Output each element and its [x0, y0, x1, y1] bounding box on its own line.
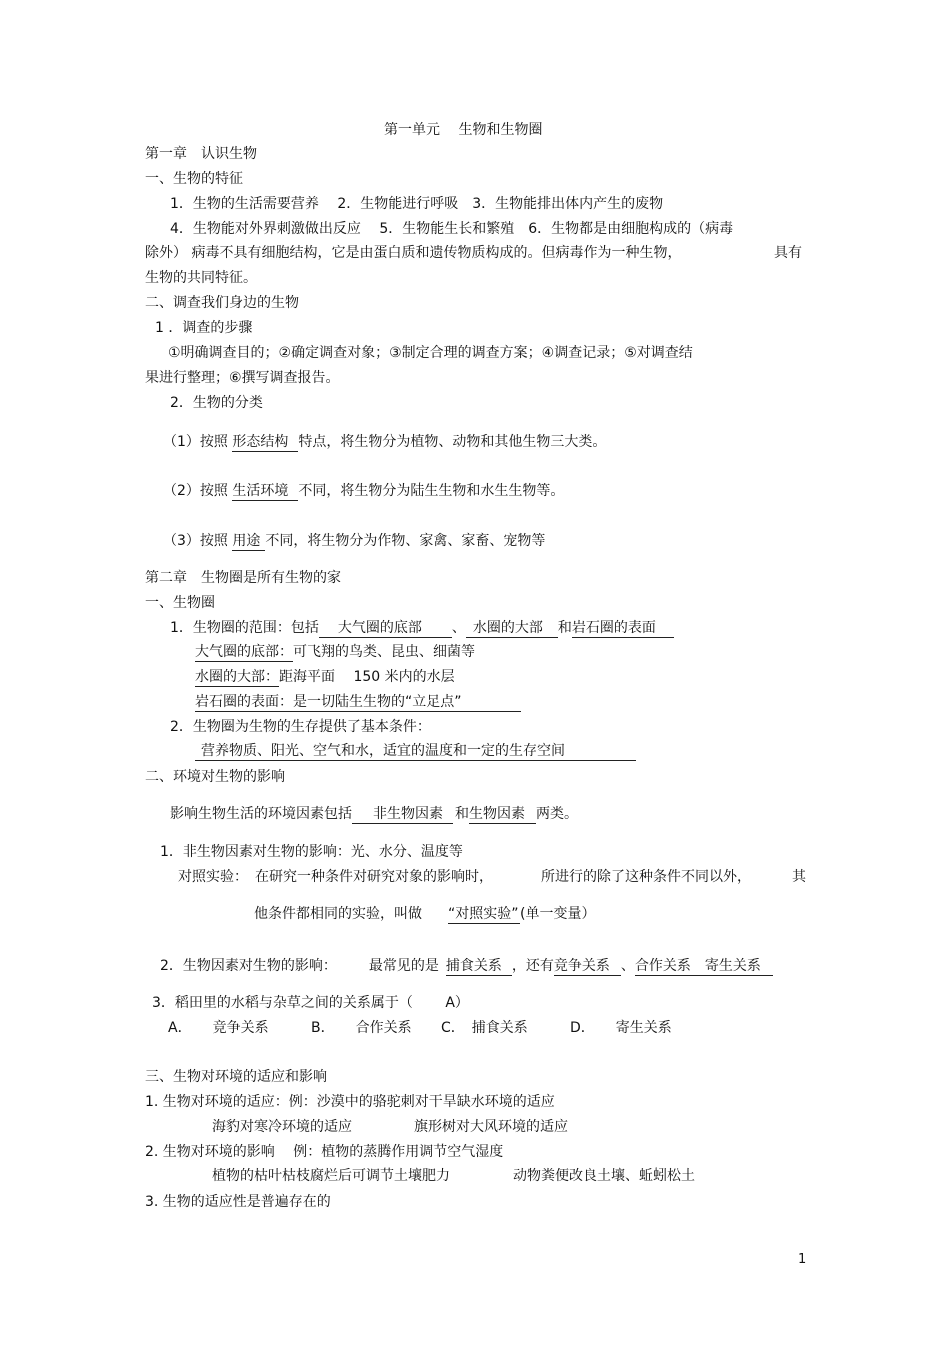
text-segment: 距海平面 150 米内的水层	[279, 669, 455, 685]
biosphere-detail-line	[195, 693, 521, 712]
text-line: 植物的枯叶枯枝腐烂后可调节土壤肥力	[212, 1168, 450, 1184]
fill-blank-answer: 岩石圈的表面	[572, 620, 674, 638]
text-line: 4．生物能对外界刺激做出反应 5．生物能生长和繁殖 6．生物都是由细胞构成的（病毒	[170, 221, 734, 237]
text-segment: 他条件都相同的实验，叫做	[254, 906, 422, 922]
text-segment: 不同，将生物分为陆生生物和水生生物等。	[298, 483, 565, 499]
text-segment: 和	[455, 806, 469, 822]
text-line: 生物的共同特征。	[145, 270, 257, 286]
text-line: ①明确调查目的；②确定调查对象；③制定合理的调查方案；④调查记录；⑤对调查结	[168, 345, 693, 361]
underlined-term: 大气圈的底部：	[195, 644, 293, 660]
biotic-factors-line	[160, 957, 773, 976]
fill-blank-answer: 竞争关系	[554, 958, 621, 976]
classification-line-2	[163, 482, 564, 501]
chapter-1-heading: 第一章 认识生物	[145, 146, 257, 162]
text-segment: （2）按照	[163, 483, 233, 499]
text-segment: 两类。	[536, 806, 578, 822]
classification-line-1	[163, 433, 606, 452]
question-line: 3．稻田里的水稻与杂草之间的关系属于（ A）	[152, 995, 469, 1011]
text-line: 1．非生物因素对生物的影响：光、水分、温度等	[160, 844, 463, 860]
option-d: D． 寄生关系	[570, 1020, 672, 1036]
fill-blank-answer: 生物因素	[469, 806, 536, 824]
text-segment: 影响生物生活的环境因素包括	[170, 806, 352, 822]
text-segment: （3）按照	[163, 533, 233, 549]
text-line: 海豹对寒冷环境的适应	[212, 1119, 352, 1135]
page-number: 1	[798, 1252, 807, 1267]
biosphere-detail-line	[195, 643, 475, 662]
text-line: 1 ．调查的步骤	[155, 320, 253, 336]
section-heading: 三、生物对环境的适应和影响	[145, 1069, 327, 1085]
fill-blank-answer: 非生物因素	[352, 806, 453, 824]
text-line: 动物粪便改良土壤、蚯蚓松土	[513, 1168, 695, 1184]
biosphere-range-line	[170, 619, 674, 638]
underlined-term: 是一切陆生生物的“立足点”	[293, 694, 521, 712]
fill-blank-answer: 合作关系 寄生关系	[635, 958, 773, 976]
fill-blank-answer: 生活环境	[232, 483, 298, 501]
factors-line	[170, 805, 578, 824]
text-line: 果进行整理；⑥撰写调查报告。	[145, 370, 340, 386]
fill-blank-answer: 形态结构	[232, 434, 298, 452]
option-a: A． 竞争关系	[168, 1020, 269, 1036]
text-segment: 最常见的是	[368, 958, 439, 974]
text-segment: 特点，将生物分为植物、动物和其他生物三大类。	[298, 434, 607, 450]
text-line: 所进行的除了这种条件不同以外，	[541, 869, 751, 885]
fill-blank-answer: “对照实验”	[448, 906, 519, 922]
section-heading: 一、生物的特征	[145, 171, 243, 187]
chapter-2-heading: 第二章 生物圈是所有生物的家	[145, 570, 341, 586]
section-heading: 二、环境对生物的影响	[145, 769, 285, 785]
underlined-term: 营养物质、阳光、空气和水，适宜的温度和一定的生存空间	[195, 743, 636, 761]
text-line: 1. 生物对环境的适应：例：沙漠中的骆驼刺对干旱缺水环境的适应	[145, 1094, 555, 1110]
classification-line-3	[163, 532, 545, 551]
document-title: 第一单元 生物和生物圈	[384, 122, 543, 138]
text-segment: 2．生物因素对生物的影响：	[160, 958, 337, 974]
fill-blank-answer: 大气圈的底部	[319, 620, 452, 638]
section-heading: 一、生物圈	[145, 595, 215, 611]
fill-blank-answer: 捕食关系	[446, 958, 512, 976]
text-segment: (单一变量）	[520, 906, 596, 922]
option-c: C． 捕食关系	[441, 1020, 528, 1036]
text-line: 旗形树对大风环境的适应	[414, 1119, 568, 1135]
text-segment: 和	[557, 620, 572, 636]
fill-blank-answer: 用途	[232, 533, 265, 551]
text-segment: ，还有	[511, 958, 554, 974]
text-line: 具有	[774, 245, 802, 261]
section-heading: 二、调查我们身边的生物	[145, 295, 299, 311]
text-line: 2．生物圈为生物的生存提供了基本条件：	[170, 719, 431, 735]
text-line: 1．生物的生活需要营养 2．生物能进行呼吸 3．生物能排出体内产生的废物	[170, 196, 664, 212]
fill-blank-answer: 水圈的大部	[466, 620, 558, 638]
text-segment: （1）按照	[163, 434, 233, 450]
biosphere-detail-line	[195, 668, 455, 687]
text-line: 2．生物的分类	[170, 395, 263, 411]
text-line: 对照实验： 在研究一种条件对研究对象的影响时，	[178, 869, 493, 885]
control-experiment-line	[254, 905, 595, 924]
text-segment: 1．生物圈的范围：包括	[170, 620, 319, 636]
text-line: 其	[792, 869, 806, 885]
text-line: 除外） 病毒不具有细胞结构，它是由蛋白质和遗传物质构成的。但病毒作为一种生物，	[145, 245, 682, 261]
option-b: B． 合作关系	[311, 1020, 412, 1036]
text-line: 3. 生物的适应性是普遍存在的	[145, 1194, 331, 1210]
text-segment: 可飞翔的鸟类、昆虫、细菌等	[293, 644, 475, 660]
text-segment: 、	[451, 620, 466, 636]
text-line: 2. 生物对环境的影响 例：植物的蒸腾作用调节空气湿度	[145, 1144, 504, 1160]
underlined-term: 岩石圈的表面：	[195, 694, 293, 710]
underlined-term: 水圈的大部：	[195, 669, 279, 685]
basic-conditions-line	[195, 742, 636, 761]
text-segment: 、	[620, 958, 635, 974]
text-segment: 不同，将生物分为作物、家禽、家畜、宠物等	[265, 533, 546, 549]
